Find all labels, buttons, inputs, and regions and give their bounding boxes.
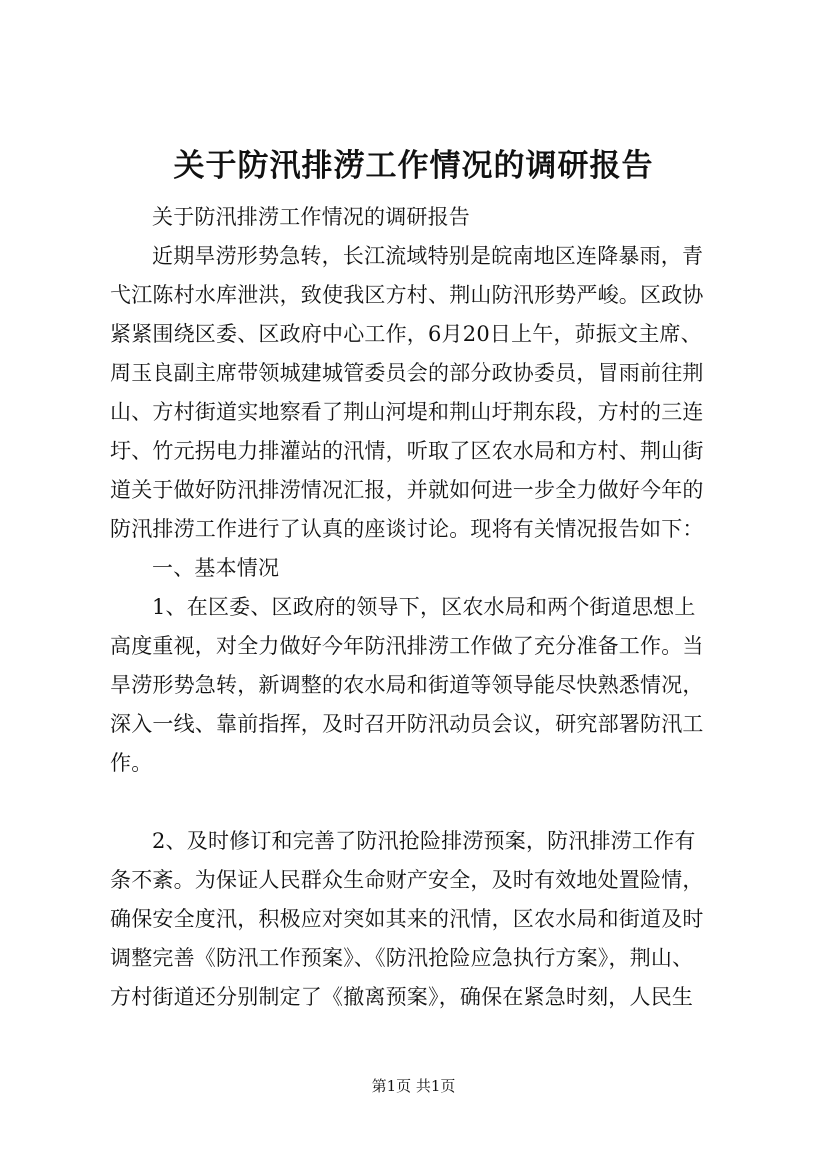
- document-subtitle: 关于防汛排涝工作情况的调研报告: [152, 205, 470, 229]
- paragraph-1-line-3: 紧紧围绕区委、区政府中心工作，6月20日上午，茆振文主席、: [110, 322, 702, 346]
- section-heading-basic-situation: 一、基本情况: [152, 556, 280, 580]
- document-title: 关于防汛排涝工作情况的调研报告: [173, 148, 654, 184]
- paragraph-3-line-4: 调整完善《防汛工作预案》、《防汛抢险应急执行方案》，荆山、: [110, 946, 694, 970]
- paragraph-1-line-4: 周玉良副主席带领城建城管委员会的部分政协委员，冒雨前往荆: [110, 361, 704, 385]
- document-body-bottom: [110, 822, 735, 1017]
- paragraph-3-line-2: 条不紊。为保证人民群众生命财产安全，及时有效地处置险情，: [110, 868, 704, 892]
- paragraph-1-line-8: 防汛排涝工作进行了认真的座谈讨论。现将有关情况报告如下：: [110, 517, 704, 541]
- paragraph-3-line-3: 确保安全度汛，积极应对突如其来的汛情，区农水局和街道及时: [110, 907, 704, 931]
- document-body-top: [110, 198, 735, 783]
- paragraph-2-line-3: 旱涝形势急转，新调整的农水局和街道等领导能尽快熟悉情况，: [110, 673, 704, 697]
- paragraph-2-line-2: 高度重视，对全力做好今年防汛排涝工作做了充分准备工作。当: [110, 634, 704, 658]
- paragraph-2-line-4: 深入一线、靠前指挥，及时召开防汛动员会议，研究部署防汛工: [110, 712, 704, 736]
- paragraph-1-line-5: 山、方村街道实地察看了荆山河堤和荆山圩荆东段，方村的三连: [110, 400, 704, 424]
- paragraph-1-line-1: 近期旱涝形势急转，长江流域特别是皖南地区连降暴雨，青: [152, 244, 704, 268]
- paragraph-3-line-5: 方村街道还分别制定了《撤离预案》，确保在紧急时刻，人民生: [110, 985, 694, 1009]
- paragraph-1-line-7: 道关于做好防汛排涝情况汇报，并就如何进一步全力做好今年的: [110, 478, 704, 502]
- paragraph-3-line-1: 2、及时修订和完善了防汛抢险排涝预案，防汛排涝工作有: [152, 829, 696, 853]
- paragraph-1-line-2: 弋江陈村水库泄洪，致使我区方村、荆山防汛形势严峻。区政协: [110, 283, 704, 307]
- paragraph-2-line-1: 1、在区委、区政府的领导下，区农水局和两个街道思想上: [152, 595, 696, 619]
- page-number-footer: 第1页 共1页: [371, 1077, 456, 1095]
- paragraph-1-line-6: 圩、竹元拐电力排灌站的汛情，听取了区农水局和方村、荆山街: [110, 439, 704, 463]
- paragraph-2-line-5: 作。: [110, 751, 153, 775]
